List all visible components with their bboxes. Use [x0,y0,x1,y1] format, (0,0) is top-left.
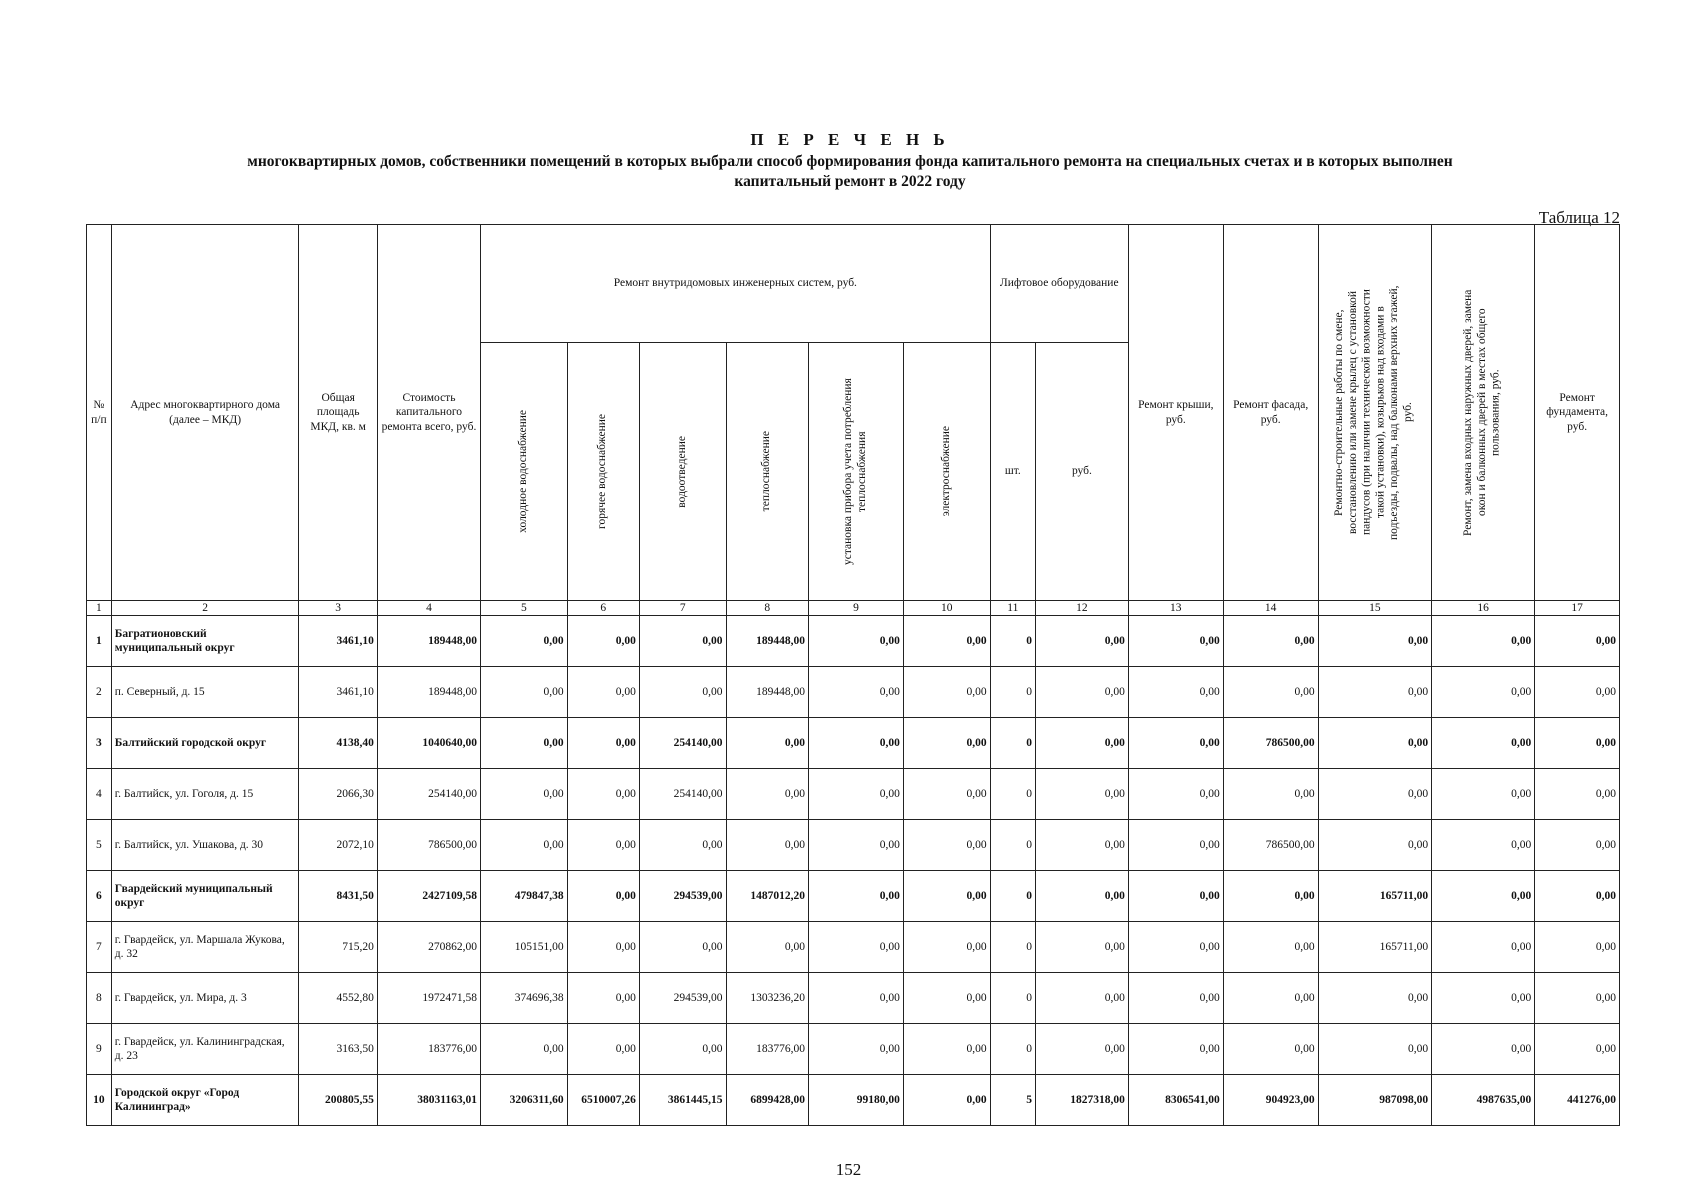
row-value: 165711,00 [1318,922,1431,973]
col-num: 7 [639,601,726,616]
header-hot-water-text: горячее водоснабжение [596,414,609,529]
header-construction-text: Ремонтно-строительные работы по смене, восстановлению или замене крылец с установкой пандусов (при наличии технической возможности такой установки), козырьков над входами в подъезды, подвалы, над балконами верхних этажей, руб. [1333,285,1415,540]
table-row [87,973,1620,1024]
header-cold-water [481,343,568,601]
row-value: 0,00 [1535,667,1620,718]
row-value: 3206311,60 [481,1075,568,1126]
row-value: 0,00 [1318,1024,1431,1075]
row-value: 0,00 [639,820,726,871]
row-value: 2066,30 [299,769,377,820]
row-value: 189448,00 [377,616,480,667]
row-value: 0,00 [809,616,904,667]
row-value: 0,00 [726,922,809,973]
row-value: 4138,40 [299,718,377,769]
header-heating [726,343,809,601]
row-value: 0,00 [1318,667,1431,718]
row-value: 1972471,58 [377,973,480,1024]
row-value: 0,00 [639,922,726,973]
row-value: 0,00 [1535,973,1620,1024]
row-value: 0,00 [1036,922,1129,973]
row-value: 0,00 [903,616,990,667]
table-row [87,820,1620,871]
row-value: 0,00 [1432,1024,1535,1075]
row-value: 0,00 [1432,922,1535,973]
header-electricity [903,343,990,601]
row-value: 189448,00 [377,667,480,718]
row-value: 189448,00 [726,667,809,718]
col-num: 8 [726,601,809,616]
col-num: 6 [567,601,639,616]
row-value: 0 [990,973,1035,1024]
row-value: 0,00 [809,871,904,922]
header-construction [1318,225,1431,601]
row-value: 1303236,20 [726,973,809,1024]
row-value: 183776,00 [726,1024,809,1075]
row-value: 0,00 [1128,718,1223,769]
row-value: 0,00 [903,1075,990,1126]
header-drainage [639,343,726,601]
row-value: 0,00 [1223,973,1318,1024]
row-value: 0,00 [903,871,990,922]
row-value: 0,00 [481,769,568,820]
page-number: 152 [835,1160,862,1179]
row-value: 0,00 [1318,973,1431,1024]
document-title [100,130,1600,191]
row-value: 0,00 [809,718,904,769]
row-value: 0,00 [1535,922,1620,973]
header-area: Общая площадь МКД, кв. м [299,225,377,601]
row-value: 200805,55 [299,1075,377,1126]
row-value: 0,00 [1036,667,1129,718]
title-line-3: капитальный ремонт в 2022 году [734,173,966,190]
table-row [87,1024,1620,1075]
row-address: г. Гвардейск, ул. Калининградская, д. 23 [111,1024,299,1075]
row-value: 0,00 [1036,871,1129,922]
header-doors-text: Ремонт, замена входных наружных дверей, замена окон и балконных дверей в местах общего пользования, руб. [1462,289,1503,536]
row-value: 987098,00 [1318,1075,1431,1126]
row-value: 715,20 [299,922,377,973]
row-value: 0,00 [1535,1024,1620,1075]
row-number: 4 [87,769,112,820]
header-lift-group: Лифтовое оборудование [990,225,1128,343]
row-value: 3461,10 [299,616,377,667]
row-value: 479847,38 [481,871,568,922]
row-value: 189448,00 [726,616,809,667]
row-value: 0,00 [639,667,726,718]
row-value: 0,00 [809,973,904,1024]
row-value: 3861445,15 [639,1075,726,1126]
header-heating-text: теплоснабжение [760,431,773,512]
row-value: 0,00 [1223,1024,1318,1075]
row-value: 0,00 [1318,820,1431,871]
row-value: 183776,00 [377,1024,480,1075]
row-value: 0,00 [1128,667,1223,718]
row-value: 1827318,00 [1036,1075,1129,1126]
row-address: Балтийский городской округ [111,718,299,769]
row-value: 441276,00 [1535,1075,1620,1126]
header-cost: Стоимость капитального ремонта всего, руб. [377,225,480,601]
col-num: 17 [1535,601,1620,616]
row-value: 0,00 [1223,769,1318,820]
row-value: 0 [990,820,1035,871]
row-number: 9 [87,1024,112,1075]
repair-table [86,224,1620,1126]
row-address: п. Северный, д. 15 [111,667,299,718]
row-value: 0,00 [1432,616,1535,667]
row-value: 0,00 [1432,871,1535,922]
col-num: 13 [1128,601,1223,616]
header-address: Адрес многоквартирного дома (далее – МКД) [111,225,299,601]
row-value: 0,00 [1318,718,1431,769]
row-value: 2427109,58 [377,871,480,922]
row-value: 8431,50 [299,871,377,922]
header-lift-rub: руб. [1036,343,1129,601]
table-row [87,769,1620,820]
row-number: 2 [87,667,112,718]
row-value: 0 [990,718,1035,769]
table-row [87,922,1620,973]
row-value: 99180,00 [809,1075,904,1126]
table-body [87,616,1620,1126]
table-row [87,1075,1620,1126]
row-value: 0,00 [567,820,639,871]
table-label: Таблица 12 [1538,208,1620,227]
row-value: 0,00 [1432,667,1535,718]
row-address: Гвардейский муниципальный округ [111,871,299,922]
row-value: 0,00 [1128,820,1223,871]
row-value: 0 [990,1024,1035,1075]
header-facade: Ремонт фасада, руб. [1223,225,1318,601]
header-meter-text: установка прибора учета потребления теплоснабжения [842,378,868,565]
header-systems-group: Ремонт внутридомовых инженерных систем, руб. [481,225,991,343]
row-value: 6899428,00 [726,1075,809,1126]
row-value: 0,00 [567,718,639,769]
row-value: 0,00 [1318,769,1431,820]
row-value: 0,00 [481,820,568,871]
row-value: 0,00 [726,718,809,769]
row-value: 0 [990,922,1035,973]
header-electricity-text: электроснабжение [939,426,952,517]
row-value: 165711,00 [1318,871,1431,922]
title-line-2: многоквартирных домов, собственники помещений в которых выбрали способ формирования фонда капитального ремонта на специальных счетах и в которых выполнен [247,153,1453,170]
row-value: 254140,00 [377,769,480,820]
row-value: 0,00 [481,616,568,667]
row-number: 5 [87,820,112,871]
row-value: 0,00 [1128,1024,1223,1075]
row-value: 0,00 [1036,1024,1129,1075]
row-value: 0,00 [481,667,568,718]
row-address: г. Балтийск, ул. Гоголя, д. 15 [111,769,299,820]
row-value: 0,00 [639,1024,726,1075]
row-value: 0,00 [1128,871,1223,922]
header-meter [809,343,904,601]
row-number: 6 [87,871,112,922]
row-value: 0 [990,667,1035,718]
header-drainage-text: водоотведение [675,435,688,508]
header-hot-water [567,343,639,601]
row-value: 294539,00 [639,871,726,922]
row-value: 0,00 [567,922,639,973]
row-value: 904923,00 [1223,1075,1318,1126]
row-value: 0,00 [1318,616,1431,667]
row-value: 786500,00 [1223,718,1318,769]
col-num: 2 [111,601,299,616]
row-value: 786500,00 [377,820,480,871]
row-value: 0,00 [809,922,904,973]
col-num: 12 [1036,601,1129,616]
row-value: 0,00 [903,1024,990,1075]
row-value: 0,00 [809,769,904,820]
row-value: 0,00 [567,769,639,820]
row-value: 0,00 [1036,769,1129,820]
row-value: 0,00 [567,973,639,1024]
row-value: 0,00 [1223,616,1318,667]
row-value: 0,00 [903,820,990,871]
row-value: 0,00 [1432,718,1535,769]
row-value: 4987635,00 [1432,1075,1535,1126]
row-value: 3461,10 [299,667,377,718]
row-value: 0,00 [1128,616,1223,667]
row-value: 0,00 [1432,769,1535,820]
row-address: Багратионовский муниципальный округ [111,616,299,667]
row-value: 0,00 [1535,718,1620,769]
row-value: 0,00 [1036,718,1129,769]
row-value: 0,00 [809,667,904,718]
row-number: 1 [87,616,112,667]
header-lift-units: шт. [990,343,1035,601]
row-value: 0,00 [1036,616,1129,667]
row-value: 294539,00 [639,973,726,1024]
table-row [87,667,1620,718]
column-number-row [87,601,1620,616]
row-value: 0,00 [1128,973,1223,1024]
row-value: 38031163,01 [377,1075,480,1126]
title-line-1: П Е Р Е Ч Е Н Ь [750,130,950,149]
row-value: 4552,80 [299,973,377,1024]
header-num: № п/п [87,225,112,601]
header-roof: Ремонт крыши, руб. [1128,225,1223,601]
row-address: г. Гвардейск, ул. Маршала Жукова, д. 32 [111,922,299,973]
header-doors [1432,225,1535,601]
row-value: 0,00 [481,1024,568,1075]
row-value: 0,00 [1128,769,1223,820]
col-num: 10 [903,601,990,616]
row-value: 254140,00 [639,769,726,820]
row-number: 7 [87,922,112,973]
row-value: 0,00 [1432,820,1535,871]
row-value: 5 [990,1075,1035,1126]
row-value: 270862,00 [377,922,480,973]
col-num: 14 [1223,601,1318,616]
row-value: 0,00 [903,667,990,718]
row-value: 0,00 [726,769,809,820]
row-value: 0,00 [726,820,809,871]
col-num: 9 [809,601,904,616]
row-value: 3163,50 [299,1024,377,1075]
col-num: 1 [87,601,112,616]
col-num: 5 [481,601,568,616]
row-value: 0,00 [567,871,639,922]
col-num: 4 [377,601,480,616]
row-value: 6510007,26 [567,1075,639,1126]
row-value: 0,00 [1535,871,1620,922]
row-value: 0,00 [1036,820,1129,871]
row-value: 0,00 [903,769,990,820]
col-num: 16 [1432,601,1535,616]
table-row [87,718,1620,769]
row-number: 3 [87,718,112,769]
row-value: 1040640,00 [377,718,480,769]
row-address: Городской округ «Город Калининград» [111,1075,299,1126]
col-num: 15 [1318,601,1431,616]
row-value: 0 [990,871,1035,922]
row-value: 1487012,20 [726,871,809,922]
table-row [87,616,1620,667]
row-value: 0,00 [903,973,990,1024]
row-value: 0,00 [1432,973,1535,1024]
row-value: 0,00 [1223,667,1318,718]
row-value: 0,00 [1535,820,1620,871]
row-value: 0,00 [567,1024,639,1075]
row-value: 254140,00 [639,718,726,769]
row-value: 0 [990,616,1035,667]
header-foundation: Ремонт фундамента, руб. [1535,225,1620,601]
row-value: 0,00 [903,718,990,769]
row-value: 374696,38 [481,973,568,1024]
row-value: 0,00 [1535,769,1620,820]
row-value: 0,00 [639,616,726,667]
row-value: 0,00 [809,1024,904,1075]
row-address: г. Гвардейск, ул. Мира, д. 3 [111,973,299,1024]
row-value: 0,00 [903,922,990,973]
row-number: 10 [87,1075,112,1126]
row-value: 2072,10 [299,820,377,871]
row-value: 0 [990,769,1035,820]
row-number: 8 [87,973,112,1024]
row-address: г. Балтийск, ул. Ушакова, д. 30 [111,820,299,871]
row-value: 105151,00 [481,922,568,973]
row-value: 0,00 [567,616,639,667]
row-value: 0,00 [567,667,639,718]
row-value: 0,00 [809,820,904,871]
col-num: 3 [299,601,377,616]
header-cold-water-text: холодное водоснабжение [516,410,529,533]
row-value: 0,00 [1535,616,1620,667]
table-row [87,871,1620,922]
row-value: 786500,00 [1223,820,1318,871]
row-value: 0,00 [1223,871,1318,922]
row-value: 0,00 [1036,973,1129,1024]
row-value: 8306541,00 [1128,1075,1223,1126]
row-value: 0,00 [1128,922,1223,973]
row-value: 0,00 [1223,922,1318,973]
col-num: 11 [990,601,1035,616]
row-value: 0,00 [481,718,568,769]
